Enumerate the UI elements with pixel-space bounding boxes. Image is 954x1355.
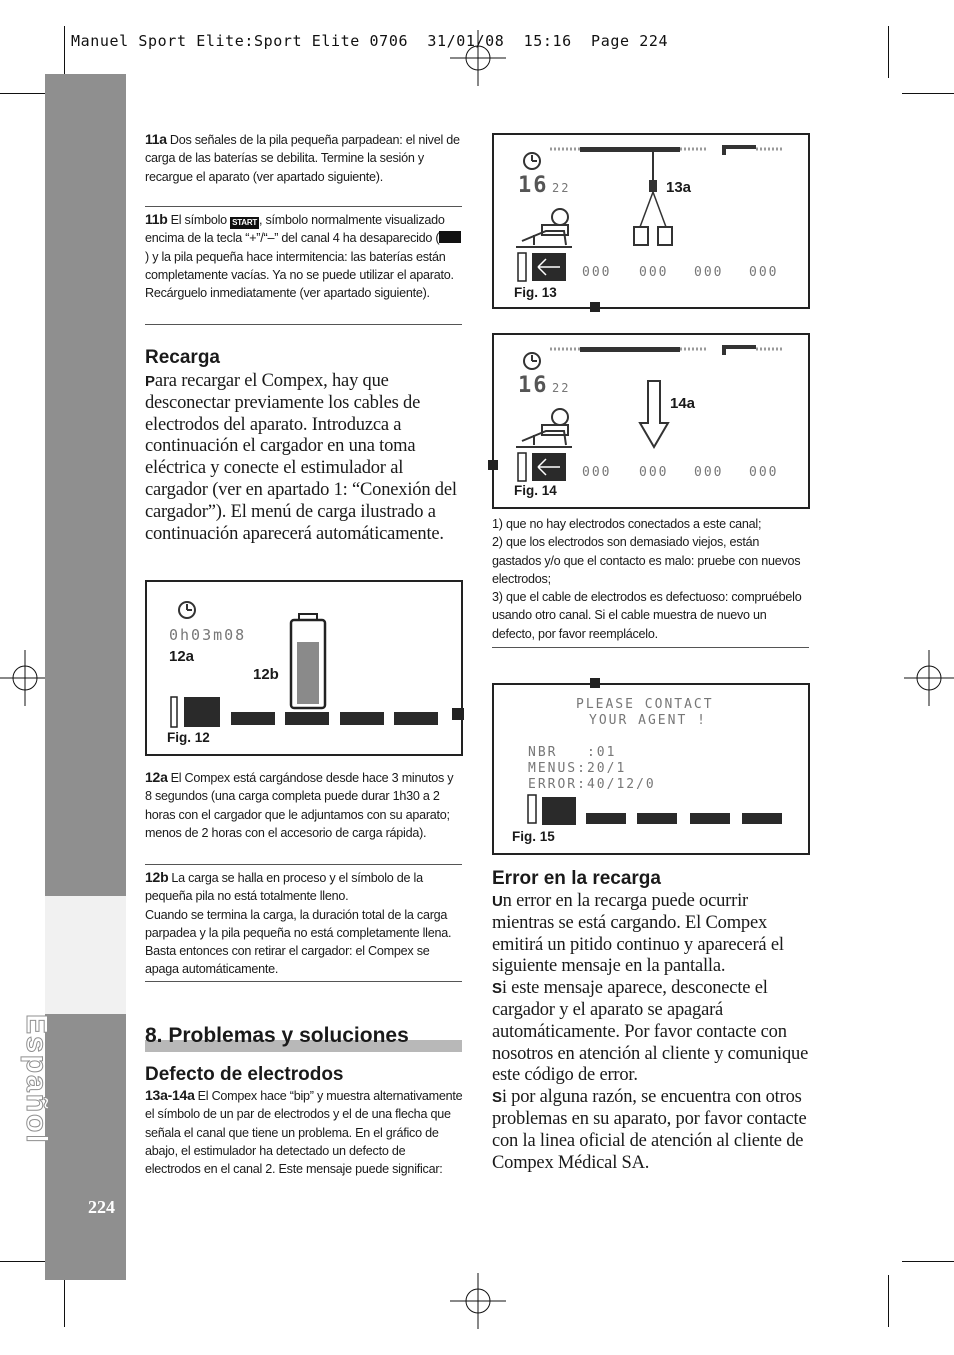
error-line-2: YOUR AGENT ! (589, 713, 707, 728)
sidebar (45, 74, 126, 1280)
item-tag: 12b (145, 869, 169, 885)
fig14-display (492, 333, 810, 509)
registration-mark-left (0, 650, 50, 706)
callout-14a: 14a (670, 395, 696, 412)
item-12b (145, 868, 463, 979)
crop-mark (64, 1275, 65, 1327)
paragraph-text: i este mensaje aparece, desconecte el cargador y el aparato se apagará automáticamente. Por favor contacte con nosotros en atención al cliente y comunique este código de error. (492, 978, 809, 1086)
divider (145, 206, 462, 207)
athlete-icon (516, 209, 572, 247)
level-number: 16 (518, 173, 549, 198)
connector-tab (590, 678, 600, 688)
error-nbr: NBR :01 (528, 745, 617, 760)
athlete-icon (516, 409, 572, 447)
fig13-graphic (494, 135, 808, 307)
drop-cap: S (492, 1089, 502, 1107)
item-text: El Compex hace “bip” y muestra alternativamente el símbolo de un par de electrodos y el de una flecha que señala el canal que tiene un problema. En el gráfico de abajo, el estimulador ha detectado un defecto de electrodos en el canal 2. Este mensaje puede significar: (145, 1089, 463, 1177)
crop-mark (888, 1275, 889, 1327)
divider (145, 981, 462, 982)
fig13-display (492, 133, 810, 309)
registration-mark-right (904, 650, 954, 706)
item-tag: 12a (145, 769, 168, 785)
divider (145, 864, 462, 865)
drop-cap: U (492, 893, 503, 910)
crop-mark (64, 26, 65, 78)
connector-tab (488, 460, 498, 470)
fig12-display (145, 580, 463, 756)
clock-icon (524, 153, 540, 169)
callout-13a: 13a (666, 179, 692, 196)
list-item: 2) que los electrodos son demasiado viejos, están gastados y/o que el contacto es malo: pruebe con nuevos electrodos; (492, 535, 801, 586)
divider (145, 324, 462, 325)
page-number: 224 (88, 1197, 115, 1217)
error-line-1: PLEASE CONTACT (576, 697, 714, 712)
error-menus: MENUS:20/1 (528, 761, 627, 776)
paragraph-text: ara recargar el Compex, hay que desconectar previamente los cables de electrodos del aparato. Introduzca a continuación el cargador en una toma eléctrica y conecte el estimulador al cargador (ver en apartado 1: “Conexión del cargador”). El menú de carga ilustrado a continuación aparecerá automáticamente. (145, 371, 457, 544)
item-12a (145, 768, 463, 842)
registration-mark-top (450, 30, 506, 86)
level-number: 16 (518, 373, 549, 398)
figure-label: Fig. 13 (514, 285, 557, 300)
causes-list (492, 515, 810, 643)
sidebar-band (45, 896, 126, 1014)
crop-mark (902, 93, 954, 94)
recarga-body (145, 371, 463, 545)
item-tag: 11b (145, 211, 168, 227)
item-11a (145, 130, 463, 186)
item-text: El símbolo (170, 213, 227, 227)
crop-mark (888, 26, 889, 78)
item-text: Dos señales de la pila pequeña parpadean: el nivel de carga de las baterías se debilita. Termine la sesión y recargue el aparato (ver apartado siguiente). (145, 133, 460, 184)
item-tag: 13a-14a (145, 1087, 195, 1103)
registration-mark-bottom (450, 1273, 506, 1329)
figure-label: Fig. 14 (514, 483, 557, 498)
paragraph-text: i por alguna razón, se encuentra con otros problemas en su aparato, por favor contacte con la linea oficial de atención al cliente de Compex Médical SA. (492, 1087, 807, 1173)
channel-value: 000 (582, 265, 612, 280)
item-text: El Compex está cargándose desde hace 3 minutos y 8 segundos (una carga completa puede durar 1h30 a 2 horas con el cargador que le adjuntamos con su aparato; menos de 2 horas con el accesorio de carga rápida). (145, 771, 454, 840)
fig12-graphic (147, 582, 461, 754)
channel-value: 000 (694, 465, 724, 480)
level-sub: 22 (552, 181, 571, 195)
channel-value: 000 (582, 465, 612, 480)
channel-value: 000 (639, 465, 669, 480)
figure-label: Fig. 15 (512, 829, 555, 844)
callout-12a: 12a (169, 648, 195, 665)
callout-12b: 12b (253, 666, 279, 683)
channel-value: 000 (749, 465, 779, 480)
item-11b (145, 210, 463, 302)
level-sub: 22 (552, 381, 571, 395)
error-heading: Error en la recarga (492, 868, 661, 889)
recarga-heading: Recarga (145, 347, 220, 368)
drop-cap: P (145, 373, 155, 390)
fig14-graphic (494, 335, 808, 507)
start-icon: START (232, 218, 257, 227)
connector-tab (590, 302, 600, 312)
item-text: La carga se halla en proceso y el símbolo de la pequeña pila no está totalmente lleno. (145, 871, 423, 904)
figure-label: Fig. 12 (167, 730, 210, 745)
item-text: , símbolo normalmente visualizado encima de la tecla “+”/“–” del canal 4 ha desaparecido ( (145, 213, 445, 246)
clock-icon (179, 602, 195, 618)
language-label: Español (20, 1014, 53, 1145)
error-body (492, 891, 812, 1174)
section-heading: 8. Problemas y soluciones (145, 1024, 409, 1047)
paragraph-text: n error en la recarga puede ocurrir mientras se está cargando. El Compex emitirá un pitido continuo y aparecerá el siguiente mensaje en la pantalla. (492, 891, 784, 977)
list-item: 3) que el cable de electrodos es defectuoso: compruébelo usando otro canal. Si el cable muestra de nuevo un defecto, por favor reemplácelo. (492, 590, 802, 641)
crop-mark (902, 1261, 954, 1262)
channel-value: 000 (749, 265, 779, 280)
black-bar-icon (439, 231, 461, 243)
drop-cap: S (492, 980, 502, 998)
fig15-display (492, 683, 810, 855)
error-code: ERROR:40/12/0 (528, 777, 656, 792)
defecto-body (145, 1086, 463, 1178)
item-text: ) y la pila pequeña hace intermitencia: las baterías están completamente vacías. Ya no se puede utilizar el aparato. Recárguelo inmediatamente (ver apartado siguiente). (145, 249, 454, 301)
divider (492, 647, 809, 648)
defecto-heading: Defecto de electrodos (145, 1064, 344, 1085)
channel-value: 000 (639, 265, 669, 280)
channel-value: 000 (694, 265, 724, 280)
print-slug: Manuel Sport Elite:Sport Elite 0706 31/01/08 15:16 Page 224 (71, 32, 669, 50)
clock-icon (524, 353, 540, 369)
charge-time: 0h03m08 (169, 626, 247, 644)
item-tag: 11a (145, 131, 167, 147)
connector-tab (452, 708, 464, 720)
item-text: Cuando se termina la carga, la duración total de la carga parpadea y la pila pequeña no está completamente llena. Basta entonces con retirar el cargador: el Compex se apaga automáticamente. (145, 907, 452, 977)
list-item: 1) que no hay electrodos conectados a este canal; (492, 517, 762, 531)
